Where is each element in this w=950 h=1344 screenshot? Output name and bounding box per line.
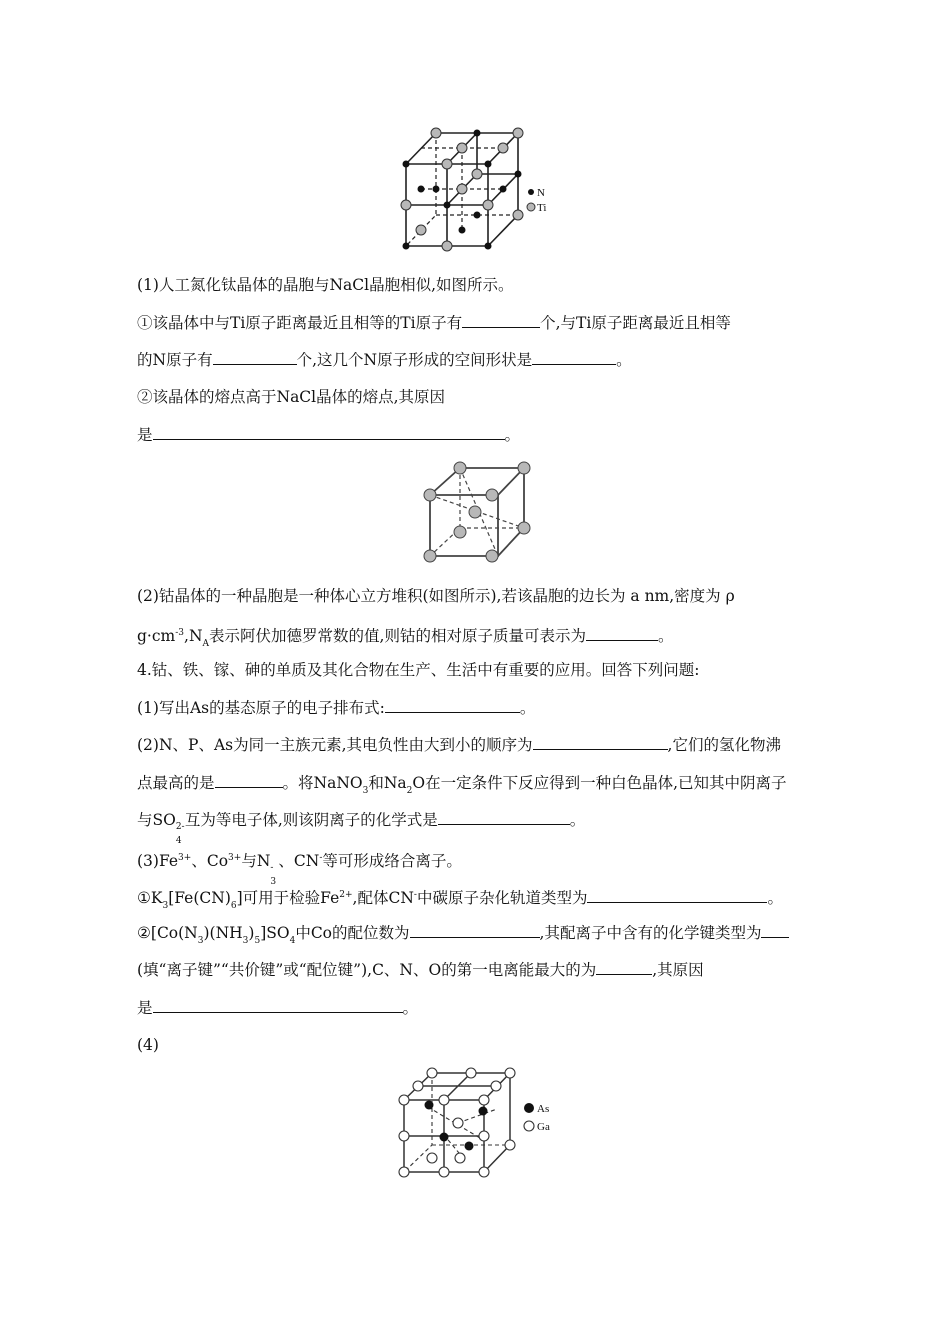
answer-blank[interactable] — [462, 313, 540, 328]
answer-blank[interactable] — [596, 960, 652, 975]
answer-blank[interactable] — [213, 350, 297, 365]
q4-s2-line1: (2)N、P、As为同一主族元素,其电负性由大到小的顺序为 ,它们的氢化物沸 — [137, 736, 781, 754]
legend-as: As — [537, 1103, 550, 1115]
bcc-cobalt-figure — [420, 460, 532, 566]
gaas-crystal-figure — [396, 1065, 554, 1180]
q2-line2: $g\cdot cm^{-3},N_A$表示阿伏加德罗常数的值,则钴的相对原子质量可表示为 。 — [137, 627, 674, 649]
answer-blank[interactable] — [761, 923, 789, 938]
answer-blank[interactable] — [153, 998, 403, 1013]
q1-b-line2: 是 。 — [137, 426, 521, 444]
q4-s3-line2: $①K_3[Fe(CN)_6]$可用于检验$Fe^{2+}$,配体CN-中碳原子杂化轨道类型为 。 — [137, 889, 783, 911]
q1-b-line1: ②该晶体的熔点高于NaCl晶体的熔点,其原因 — [137, 388, 446, 406]
q4-title: 4.钴、铁、镓、砷的单质及其化合物在生产、生活中有重要的应用。回答下列问题: — [137, 661, 700, 679]
q4-s3-line3: $②[Co(N_3)(NH_3)_5]SO_4$中Co的配位数为 ,其配离子中含有的化学键类型为 — [137, 923, 789, 951]
legend-ga: Ga — [537, 1121, 550, 1133]
q4-s1: (1)写出As的基态原子的电子排布式: 。 — [137, 699, 536, 717]
q4-s3-line5: 是 。 — [137, 999, 419, 1017]
q2-line1: (2)钴晶体的一种晶胞是一种体心立方堆积(如图所示),若该晶胞的边长为 a nm,密度为 ρ — [137, 587, 735, 605]
answer-blank[interactable] — [153, 425, 505, 440]
n-legend-marker — [528, 189, 534, 195]
legend-ti: Ti — [537, 202, 547, 214]
q1-a-line2: 的N原子有 个,这几个N原子形成的空间形状是 。 — [137, 351, 632, 369]
tin-crystal-figure — [398, 126, 553, 254]
q4-s2-line2: 点最高的是 。将NaNO$_3$和$Na_2O$在一定条件下反应得到一种白色晶体,已知其中阴离子 — [137, 774, 787, 796]
answer-blank[interactable] — [385, 698, 520, 713]
answer-blank[interactable] — [587, 888, 767, 903]
legend-n: N — [537, 187, 545, 199]
q4-s4: (4) — [137, 1036, 159, 1054]
q4-s3-line4: (填“离子键”“共价键”或“配位键”),C、N、O的第一电离能最大的为 ,其原因 — [137, 961, 704, 979]
q1-intro: (1)人工氮化钛晶体的晶胞与NaCl晶胞相似,如图所示。 — [137, 276, 514, 294]
answer-blank[interactable] — [410, 923, 540, 938]
q4-s3-line1: $(3)Fe^{3+}$、$Co^{3+}$与N - 3 、CN-等可形成络合离子。 — [137, 852, 462, 887]
answer-blank[interactable] — [532, 350, 616, 365]
as-legend-marker — [524, 1103, 534, 1113]
q4-s2-line3: 与SO 2- 4 互为等电子体,则该阴离子的化学式是 。 — [137, 811, 586, 846]
q1-a-line1: ①该晶体中与Ti原子距离最近且相等的Ti原子有 个,与Ti原子距离最近且相等 — [137, 314, 731, 332]
answer-blank[interactable] — [215, 773, 283, 788]
answer-blank[interactable] — [438, 810, 570, 825]
answer-blank[interactable] — [586, 626, 658, 641]
answer-blank[interactable] — [533, 735, 668, 750]
